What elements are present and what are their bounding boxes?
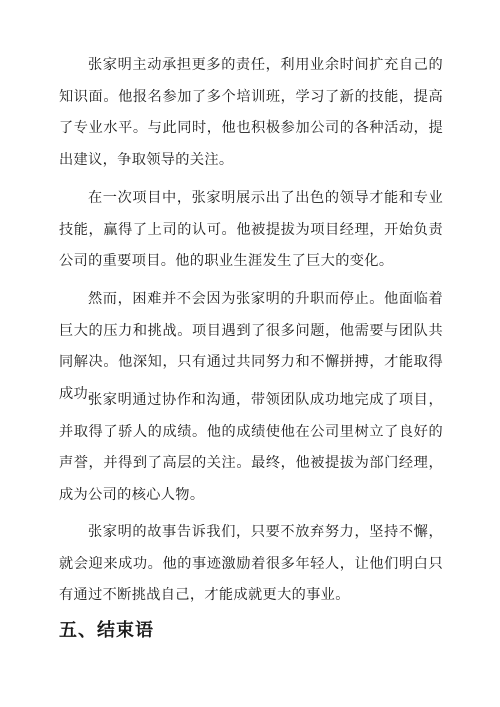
body-paragraph-2: 在一次项目中，张家明展示出了出色的领导才能和专业技能，赢得了上司的认可。他被提拔为项目经理，开始负责公司的重要项目。他的职业生涯发生了巨大的变化。 — [59, 190, 443, 269]
body-paragraph-4: 张家明通过协作和沟通，带领团队成功地完成了项目，并取得了骄人的成绩。他的成绩使他在公司里树立了良好的声誉，并得到了高层的关注。最终，他被提拔为部门经理，成为公司的核心人物。 — [59, 392, 443, 503]
body-paragraph-3: 然而，困难并不会因为张家明的升职而停止。他面临着巨大的压力和挑战。项目遇到了很多问题，他需要与团队共同解决。他深知，只有通过共同努力和不懈拼搏，才能取得成功。 — [59, 291, 443, 402]
body-paragraph-5: 张家明的故事告诉我们，只要不放弃努力，坚持不懈，就会迎来成功。他的事迹激励着很多年轻人，让他们明白只有通过不断挑战自己，才能成就更大的事业。 — [59, 524, 443, 603]
body-paragraph-1: 张家明主动承担更多的责任，利用业余时间扩充自己的知识面。他报名参加了多个培训班，学习了新的技能，提高了专业水平。与此同时，他也积极参加公司的各种活动，提出建议，争取领导的关注。 — [59, 57, 443, 168]
section-heading: 五、结束语 — [59, 620, 154, 641]
